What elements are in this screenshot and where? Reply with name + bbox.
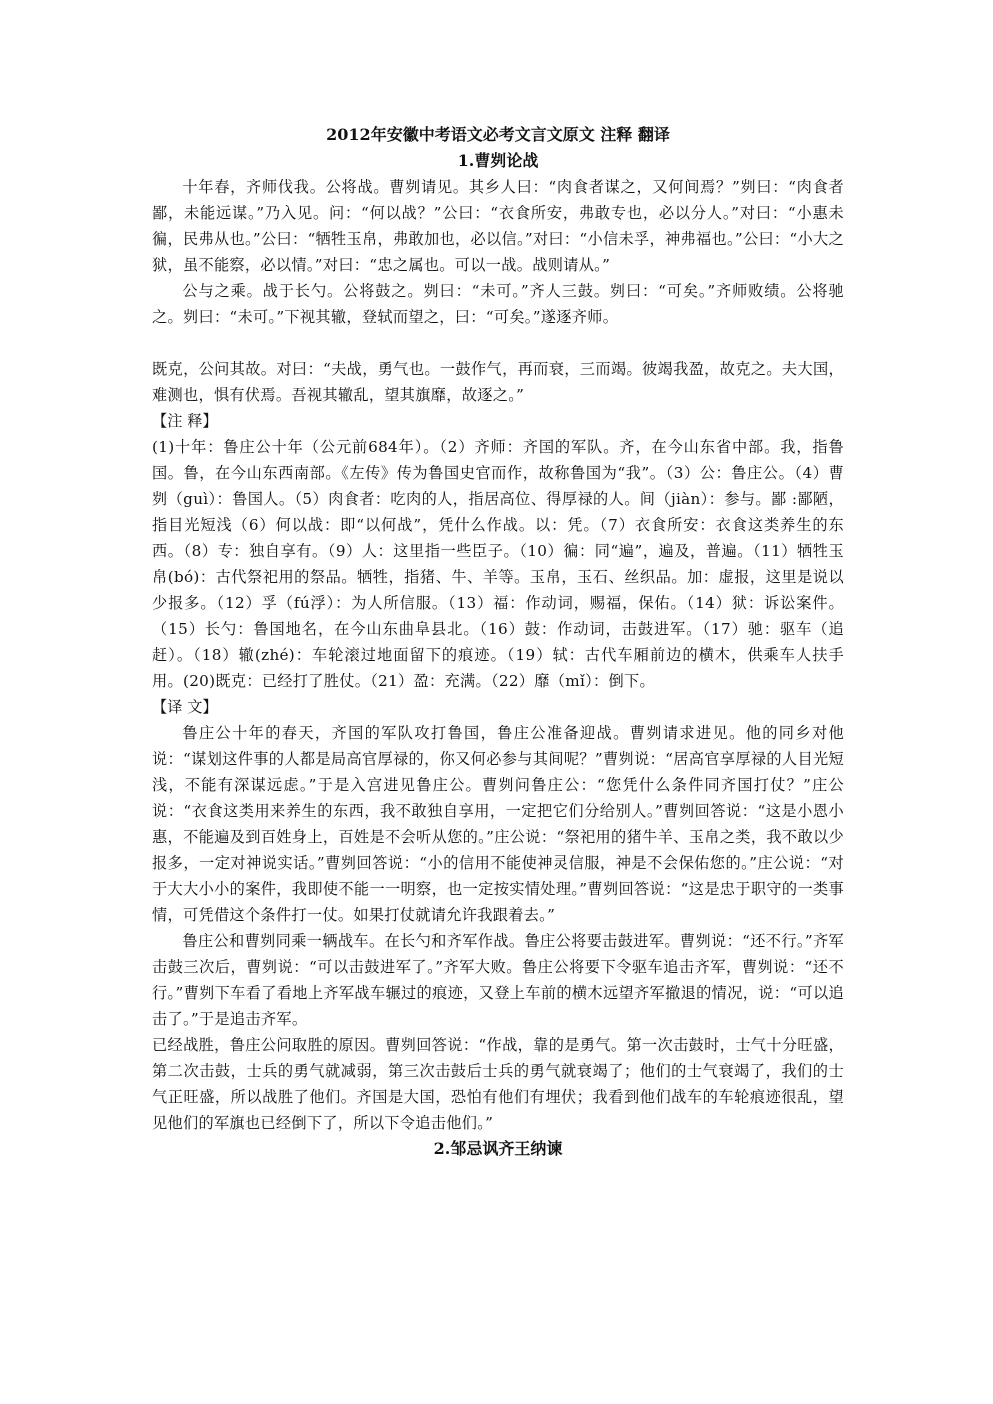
notes-text: (1)十年：鲁庄公十年（公元前684年）。（2）齐师：齐国的军队。齐，在今山东省中部。我，指鲁国。鲁，在今山东西南部。《左传》传为鲁国史官而作，故称鲁国为“我”。（3）公：鲁庄公。（4）曹刿（guì）：鲁国人。（5）肉食者：吃肉的人，指居高位、得厚禄的人。间（jiàn）：参与。鄙 :鄙陋，指目光短浅（6）何以战：即“以何战”，凭什么作战。以：凭。（7）衣食所安：衣食这类养生的东西。（8）专：独自享有。（9）人：这里指一些臣子。（10）徧：同“遍”，遍及，普遍。（11）牺牲玉帛(bó)：古代祭祀用的祭品。牺牲，指猪、牛、羊等。玉帛，玉石、丝织品。加：虚报，这里是说以少报多。（12）孚（fú浮）：为人所信服。（13）福：作动词，赐福，保佑。（14）狱：诉讼案件。（15）长勺：鲁国地名，在今山东曲阜县北。（16）鼓：作动词，击鼓进军。（17）驰：驱车（追赶）。（18）辙(zhé)：车轮滚过地面留下的痕迹。（19）轼：古代车厢前边的横木，供乘车人扶手用。(20)既克：已经打了胜仗。（21）盈：充满。（22）靡（mǐ）：倒下。 [152,438,844,690]
notes-heading: 【注 释】 [152,412,218,430]
section-title-zou-ji: 2.邹忌讽齐王纳谏 [433,1139,563,1158]
document-page [152,122,844,1162]
original-text-paragraph-3: 既克，公问其故。对曰：“夫战，勇气也。一鼓作气，再而衰，三而竭。彼竭我盈，故克之。夫大国，难测也，惧有伏焉。吾视其辙乱，望其旗靡，故逐之。” [152,360,844,404]
original-text-paragraph-2: 公与之乘。战于长勺。公将鼓之。刿曰：“未可。”齐人三鼓。刿曰：“可矣。”齐师败绩。公将驰之。刿曰：“未可。”下视其辙，登轼而望之，曰：“可矣。”遂逐齐师。 [152,282,844,326]
translation-paragraph-1: 鲁庄公十年的春天，齐国的军队攻打鲁国，鲁庄公准备迎战。曹刿请求进见。他的同乡对他说：“谋划这件事的人都是局高官厚禄的，你又何必参与其间呢？”曹刿说：“居高官享厚禄的人目光短浅，不能有深谋远虑。”于是入宫进见鲁庄公。曹刿问鲁庄公：“您凭什么条件同齐国打仗？”庄公说：“衣食这类用来养生的东西，我不敢独自享用，一定把它们分给别人。”曹刿回答说：“这是小恩小惠，不能遍及到百姓身上，百姓是不会听从您的。”庄公说：“祭祀用的猪牛羊、玉帛之类，我不敢以少报多，一定对神说实话。”曹刿回答说：“小的信用不能使神灵信服，神是不会保佑您的。”庄公说：“对于大大小小的案件，我即使不能一一明察，也一定按实情处理。”曹刿回答说：“这是忠于职守的一类事情，可凭借这个条件打一仗。如果打仗就请允许我跟着去。” [152,724,844,924]
document-title: 2012年安徽中考语文必考文言文原文 注释 翻译 [326,125,670,144]
translation-heading: 【译 文】 [152,698,218,716]
translation-paragraph-3: 已经战胜，鲁庄公问取胜的原因。曹刿回答说：“作战，靠的是勇气。第一次击鼓时，士气十分旺盛，第二次击鼓，士兵的勇气就减弱，第三次击鼓后士兵的勇气就衰竭了；他们的士气衰竭了，我们的士气正旺盛，所以战胜了他们。齐国是大国，恐怕有他们有埋伏；我看到他们战车的车轮痕迹很乱，望见他们的军旗也已经倒下了，所以下令追击他们。” [152,1036,844,1132]
section-title-cao-gui: 1.曹刿论战 [457,151,539,170]
translation-paragraph-2: 鲁庄公和曹刿同乘一辆战车。在长勺和齐军作战。鲁庄公将要击鼓进军。曹刿说：“还不行。”齐军击鼓三次后，曹刿说：“可以击鼓进军了。”齐军大败。鲁庄公将要下令驱车追击齐军，曹刿说：“还不行。”曹刿下车看了看地上齐军战车辗过的痕迹，又登上车前的横木远望齐军撤退的情况，说：“可以追击了。”于是追击齐军。 [152,932,844,1028]
original-text-paragraph-1: 十年春，齐师伐我。公将战。曹刿请见。其乡人曰：“肉食者谋之，又何间焉？”刿曰：“肉食者鄙，未能远谋。”乃入见。问：“何以战？”公曰：“衣食所安，弗敢专也，必以分人。”对曰：“小惠未徧，民弗从也。”公曰：“牺牲玉帛，弗敢加也，必以信。”对曰：“小信未孚，神弗福也。”公曰：“小大之狱，虽不能察，必以情。”对曰：“忠之属也。可以一战。战则请从。” [152,178,844,274]
